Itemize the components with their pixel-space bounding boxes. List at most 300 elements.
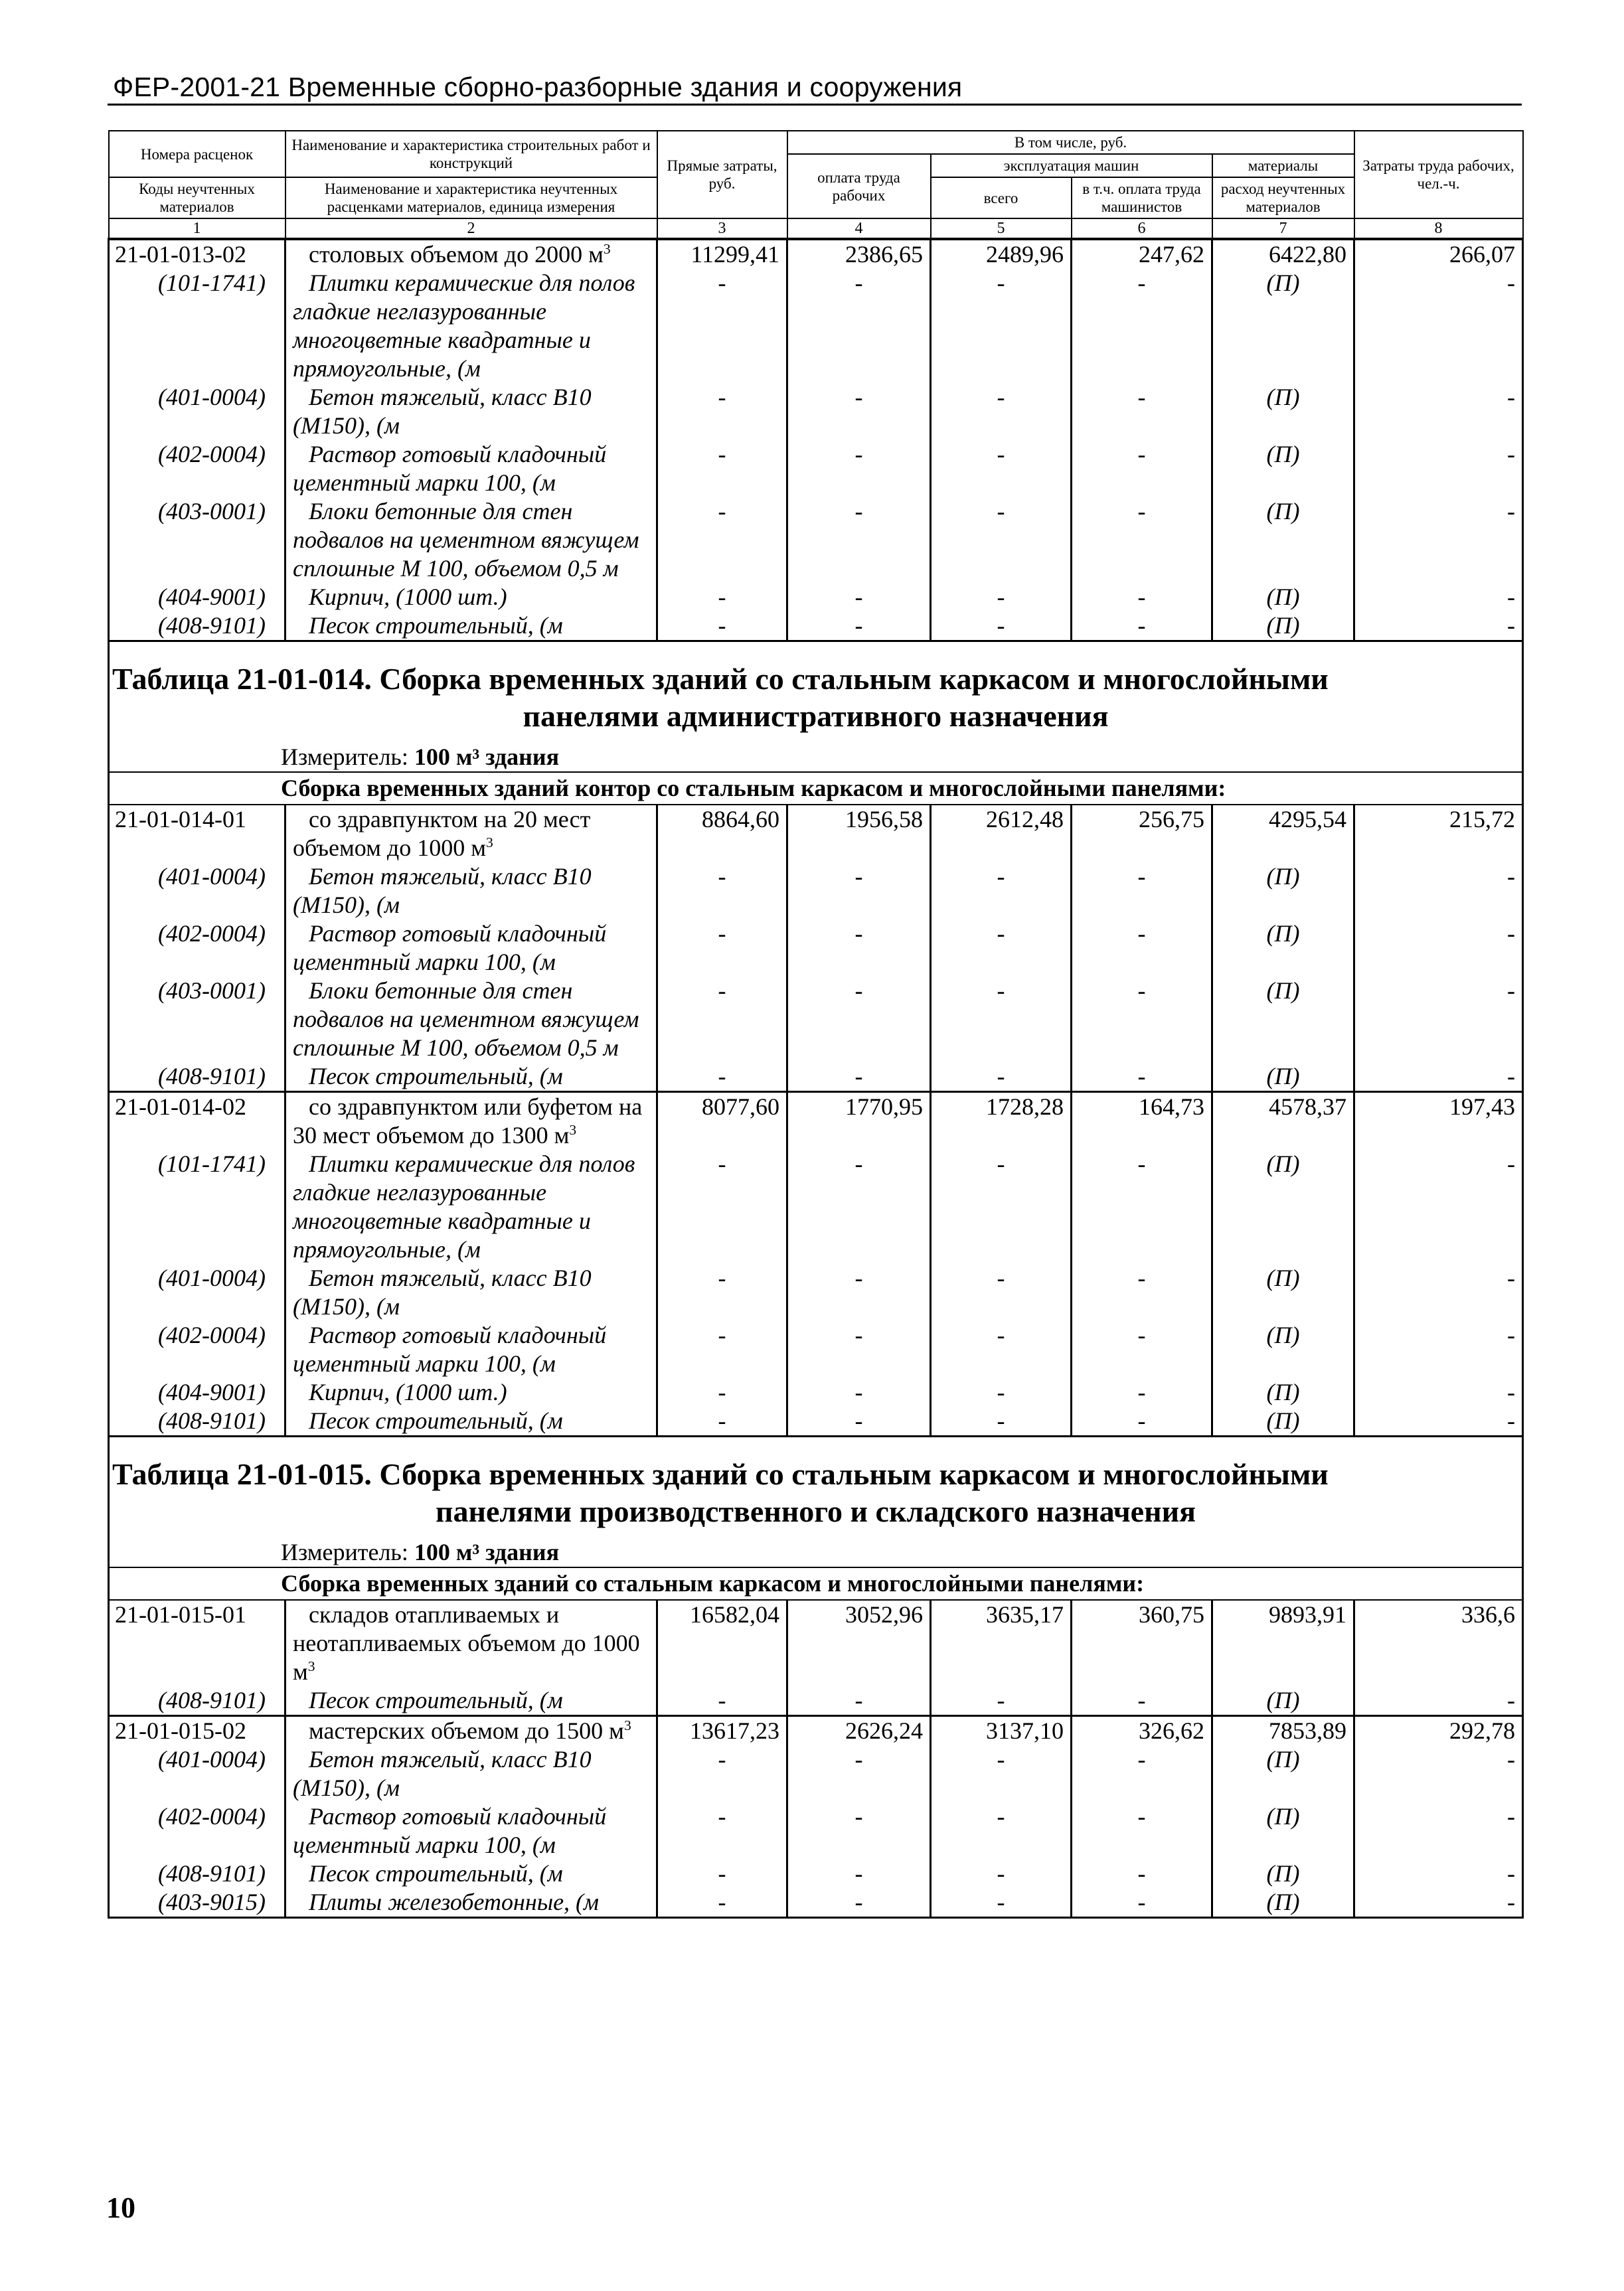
dash-cell: - <box>1354 611 1523 641</box>
name-text: Плитки керамические для полов гладкие неглазурованные многоцветные квадратные и прямоугольные, (м <box>293 1150 635 1263</box>
p-mark: (П) <box>1212 1264 1354 1321</box>
dash-cell: - <box>931 269 1072 383</box>
dash-cell: - <box>787 1378 931 1407</box>
name-cell <box>285 1716 657 1746</box>
rate-value: 13617,23 <box>657 1716 787 1746</box>
dash-cell: - <box>1072 1802 1212 1859</box>
p-mark: (П) <box>1212 440 1354 497</box>
name-text: Бетон тяжелый, класс В10 (М150), (м <box>293 1746 592 1801</box>
material-code: (101-1741) <box>109 1150 285 1264</box>
table-heading-row <box>109 641 1523 740</box>
dash-cell: - <box>657 919 787 977</box>
name-cell <box>285 611 657 641</box>
rate-code: 21-01-014-01 <box>109 805 285 862</box>
p-mark: (П) <box>1212 862 1354 919</box>
material-code: (408-9101) <box>109 1686 285 1716</box>
dash-cell: - <box>657 1859 787 1888</box>
column-number: 6 <box>1072 218 1212 239</box>
header-machines-operators: в т.ч. оплата труда машинистов <box>1072 177 1212 218</box>
dash-cell: - <box>657 1888 787 1918</box>
dash-cell: - <box>787 1888 931 1918</box>
dash-cell: - <box>1354 1888 1523 1918</box>
name-text: Кирпич, (1000 шт.) <box>309 584 507 610</box>
dash-cell: - <box>1354 919 1523 977</box>
dash-cell: - <box>787 919 931 977</box>
title-underline <box>108 104 1522 106</box>
dash-cell: - <box>1072 269 1212 383</box>
name-text: складов отапливаемых и неотапливаемых объемом до 1000 м <box>293 1601 640 1685</box>
rate-value: 16582,04 <box>657 1600 787 1686</box>
dash-cell: - <box>787 611 931 641</box>
rate-row <box>109 1600 1523 1686</box>
dash-cell: - <box>657 1264 787 1321</box>
name-cell <box>285 919 657 977</box>
dash-cell: - <box>787 269 931 383</box>
material-code: (401-0004) <box>109 1745 285 1802</box>
dash-cell: - <box>1072 1378 1212 1407</box>
material-code: (401-0004) <box>109 862 285 919</box>
rate-code: 21-01-015-01 <box>109 1600 285 1686</box>
p-mark: (П) <box>1212 1378 1354 1407</box>
measure-row <box>109 1534 1523 1567</box>
name-text: Бетон тяжелый, класс В10 (М150), (м <box>293 863 592 918</box>
measure-value: 100 м³ здания <box>414 1539 560 1565</box>
name-cell <box>285 1092 657 1150</box>
p-mark: (П) <box>1212 1321 1354 1378</box>
name-text: Плитки керамические для полов гладкие неглазурованные многоцветные квадратные и прямоугольные, (м <box>293 270 635 382</box>
name-cell <box>285 383 657 440</box>
rate-value: 292,78 <box>1354 1716 1523 1746</box>
dash-cell: - <box>787 977 931 1062</box>
table-heading <box>109 1437 1523 1535</box>
material-code: (408-9101) <box>109 1407 285 1437</box>
dash-cell: - <box>1072 583 1212 611</box>
rate-value: 9893,91 <box>1212 1600 1354 1686</box>
name-text: Песок строительный, (м <box>309 1687 563 1713</box>
dash-cell: - <box>1354 1378 1523 1407</box>
name-text: Бетон тяжелый, класс В10 (М150), (м <box>293 1265 592 1320</box>
material-row <box>109 1745 1523 1802</box>
material-row <box>109 977 1523 1062</box>
dash-cell: - <box>931 497 1072 583</box>
rate-code: 21-01-014-02 <box>109 1092 285 1150</box>
dash-cell: - <box>787 862 931 919</box>
column-number: 7 <box>1212 218 1354 239</box>
rate-row <box>109 1092 1523 1150</box>
dash-cell: - <box>657 269 787 383</box>
dash-cell: - <box>1072 1407 1212 1437</box>
dash-cell: - <box>1354 497 1523 583</box>
material-code: (402-0004) <box>109 1802 285 1859</box>
dash-cell: - <box>931 1859 1072 1888</box>
header-labor-pay: оплата труда рабочих <box>787 154 931 218</box>
dash-cell: - <box>1354 977 1523 1062</box>
name-text: Блоки бетонные для стен подвалов на цементном вяжущем сплошные М 100, объемом 0,5 м <box>293 498 639 582</box>
dash-cell: - <box>657 440 787 497</box>
dash-cell: - <box>1072 1062 1212 1092</box>
dash-cell: - <box>931 1407 1072 1437</box>
dash-cell: - <box>787 497 931 583</box>
unit-power: 3 <box>603 241 611 257</box>
name-text: Раствор готовый кладочный цементный марки 100, (м <box>293 920 607 975</box>
dash-cell: - <box>1072 919 1212 977</box>
name-text: Песок строительный, (м <box>309 1860 563 1887</box>
dash-cell: - <box>787 1859 931 1888</box>
rate-value: 2626,24 <box>787 1716 931 1746</box>
material-row <box>109 1062 1523 1092</box>
table-heading-line1: Таблица 21-01-014. Сборка временных зданий со стальным каркасом и многослойными <box>112 662 1329 696</box>
column-number-row <box>109 218 1523 239</box>
dash-cell: - <box>931 1802 1072 1859</box>
name-cell <box>285 239 657 269</box>
name-text: Песок строительный, (м <box>309 1407 563 1434</box>
dash-cell: - <box>1072 977 1212 1062</box>
material-row <box>109 919 1523 977</box>
name-cell <box>285 805 657 862</box>
name-text: Блоки бетонные для стен подвалов на цементном вяжущем сплошные М 100, объемом 0,5 м <box>293 977 639 1061</box>
name-text: со здравпунктом или буфетом на 30 мест объемом до 1300 м <box>293 1093 643 1148</box>
rate-value: 4295,54 <box>1212 805 1354 862</box>
name-text: Песок строительный, (м <box>309 1063 563 1089</box>
p-mark: (П) <box>1212 383 1354 440</box>
dash-cell: - <box>787 1062 931 1092</box>
dash-cell: - <box>931 1321 1072 1378</box>
dash-cell: - <box>931 611 1072 641</box>
rate-row <box>109 239 1523 269</box>
name-text: Кирпич, (1000 шт.) <box>309 1379 507 1405</box>
dash-cell: - <box>1072 1686 1212 1716</box>
dash-cell: - <box>657 1150 787 1264</box>
name-text: Раствор готовый кладочный цементный марки 100, (м <box>293 441 607 496</box>
header-including: В том числе, руб. <box>787 131 1354 154</box>
dash-cell: - <box>1354 1264 1523 1321</box>
name-text: со здравпунктом на 20 мест объемом до 1000 м <box>293 806 591 861</box>
group-row <box>109 1567 1523 1600</box>
rate-value: 2386,65 <box>787 239 931 269</box>
dash-cell: - <box>1354 383 1523 440</box>
rate-value: 197,43 <box>1354 1092 1523 1150</box>
rate-value: 2612,48 <box>931 805 1072 862</box>
material-code: (402-0004) <box>109 440 285 497</box>
dash-cell: - <box>1072 611 1212 641</box>
column-number: 4 <box>787 218 931 239</box>
dash-cell: - <box>657 1745 787 1802</box>
measure-row <box>109 739 1523 772</box>
dash-cell: - <box>1354 1745 1523 1802</box>
dash-cell: - <box>657 1686 787 1716</box>
dash-cell: - <box>1354 1859 1523 1888</box>
unit-power: 3 <box>623 1717 631 1733</box>
name-cell <box>285 1600 657 1686</box>
dash-cell: - <box>931 1150 1072 1264</box>
column-number: 2 <box>285 218 657 239</box>
header-work-name: Наименование и характеристика строительных работ и конструкций <box>285 131 657 177</box>
name-cell <box>285 1407 657 1437</box>
dash-cell: - <box>931 1378 1072 1407</box>
p-mark: (П) <box>1212 1859 1354 1888</box>
dash-cell: - <box>1072 1745 1212 1802</box>
p-mark: (П) <box>1212 977 1354 1062</box>
dash-cell: - <box>1354 1321 1523 1378</box>
material-code: (408-9101) <box>109 1062 285 1092</box>
measure-cell <box>109 739 1523 772</box>
name-cell <box>285 1321 657 1378</box>
material-row <box>109 440 1523 497</box>
name-cell <box>285 440 657 497</box>
rate-value: 4578,37 <box>1212 1092 1354 1150</box>
dash-cell: - <box>931 977 1072 1062</box>
name-text: Бетон тяжелый, класс В10 (М150), (м <box>293 384 592 439</box>
p-mark: (П) <box>1212 1888 1354 1918</box>
dash-cell: - <box>1072 1888 1212 1918</box>
rate-value: 164,73 <box>1072 1092 1212 1150</box>
rate-value: 8077,60 <box>657 1092 787 1150</box>
measure-label: Измеритель: <box>281 1539 408 1565</box>
dash-cell: - <box>1354 440 1523 497</box>
rate-value: 3137,10 <box>931 1716 1072 1746</box>
dash-cell: - <box>1072 383 1212 440</box>
header-material-name: Наименование и характеристика неучтенных расценками материалов, единица измерения <box>285 177 657 218</box>
dash-cell: - <box>1354 583 1523 611</box>
material-code: (408-9101) <box>109 1859 285 1888</box>
material-row <box>109 1321 1523 1378</box>
dash-cell: - <box>1354 862 1523 919</box>
column-number: 8 <box>1354 218 1523 239</box>
p-mark: (П) <box>1212 583 1354 611</box>
name-cell <box>285 862 657 919</box>
header-materials: материалы <box>1212 154 1354 177</box>
p-mark: (П) <box>1212 1407 1354 1437</box>
material-code: (101-1741) <box>109 269 285 383</box>
material-row <box>109 1888 1523 1918</box>
column-number: 3 <box>657 218 787 239</box>
dash-cell: - <box>931 1686 1072 1716</box>
dash-cell: - <box>1354 1150 1523 1264</box>
name-cell <box>285 1264 657 1321</box>
dash-cell: - <box>787 583 931 611</box>
material-row <box>109 862 1523 919</box>
p-mark: (П) <box>1212 1686 1354 1716</box>
material-code: (403-9015) <box>109 1888 285 1918</box>
group-title: Сборка временных зданий со стальным каркасом и многослойными панелями: <box>109 1567 1523 1600</box>
dash-cell: - <box>1072 497 1212 583</box>
dash-cell: - <box>657 611 787 641</box>
header-rate-numbers: Номера расценок <box>109 131 285 177</box>
header-direct-costs: Прямые затраты, руб. <box>657 131 787 218</box>
rate-value: 215,72 <box>1354 805 1523 862</box>
measure-value: 100 м³ здания <box>414 744 560 770</box>
header-materials-consumption: расход неучтенных материалов <box>1212 177 1354 218</box>
rate-value: 326,62 <box>1072 1716 1212 1746</box>
name-text: Плиты железобетонные, (м <box>309 1889 600 1915</box>
table-heading-row <box>109 1437 1523 1535</box>
material-row <box>109 1802 1523 1859</box>
material-row <box>109 1859 1523 1888</box>
dash-cell: - <box>1072 1321 1212 1378</box>
material-code: (402-0004) <box>109 919 285 977</box>
dash-cell: - <box>657 383 787 440</box>
dash-cell: - <box>787 440 931 497</box>
name-text: мастерских объемом до 1500 м <box>309 1717 624 1744</box>
dash-cell: - <box>1354 269 1523 383</box>
rate-value: 247,62 <box>1072 239 1212 269</box>
p-mark: (П) <box>1212 497 1354 583</box>
group-title: Сборка временных зданий контор со стальным каркасом и многослойными панелями: <box>109 772 1523 805</box>
material-row <box>109 497 1523 583</box>
name-cell <box>285 1378 657 1407</box>
group-row <box>109 772 1523 805</box>
rate-row <box>109 805 1523 862</box>
dash-cell: - <box>931 919 1072 977</box>
measure-label: Измеритель: <box>281 744 408 770</box>
dash-cell: - <box>1072 1264 1212 1321</box>
name-cell <box>285 1802 657 1859</box>
dash-cell: - <box>1072 862 1212 919</box>
rate-value: 1770,95 <box>787 1092 931 1150</box>
unit-power: 3 <box>486 834 493 850</box>
p-mark: (П) <box>1212 611 1354 641</box>
name-cell <box>285 497 657 583</box>
rate-value: 11299,41 <box>657 239 787 269</box>
name-text: Раствор готовый кладочный цементный марки 100, (м <box>293 1322 607 1377</box>
dash-cell: - <box>787 1321 931 1378</box>
dash-cell: - <box>1072 1859 1212 1888</box>
dash-cell: - <box>931 1062 1072 1092</box>
dash-cell: - <box>657 497 787 583</box>
dash-cell: - <box>657 1378 787 1407</box>
p-mark: (П) <box>1212 1745 1354 1802</box>
name-cell <box>285 1686 657 1716</box>
dash-cell: - <box>787 1264 931 1321</box>
material-row <box>109 1150 1523 1264</box>
name-cell <box>285 1888 657 1918</box>
dash-cell: - <box>657 862 787 919</box>
table-heading-line2: панелями административного назначения <box>523 699 1109 733</box>
dash-cell: - <box>787 1407 931 1437</box>
name-cell <box>285 977 657 1062</box>
rate-value: 3635,17 <box>931 1600 1072 1686</box>
material-row <box>109 611 1523 641</box>
name-cell <box>285 583 657 611</box>
header-material-codes: Коды неучтенных материалов <box>109 177 285 218</box>
table-heading-line2: панелями производственного и складского назначения <box>436 1494 1196 1528</box>
name-text: столовых объемом до 2000 м <box>309 241 604 268</box>
rate-value: 360,75 <box>1072 1600 1212 1686</box>
page-number: 10 <box>106 2191 135 2224</box>
rate-value: 7853,89 <box>1212 1716 1354 1746</box>
dash-cell: - <box>657 1321 787 1378</box>
price-table <box>108 130 1524 1919</box>
name-cell <box>285 1062 657 1092</box>
dash-cell: - <box>1354 1062 1523 1092</box>
document-title: ФЕР-2001-21 Временные сборно-разборные здания и сооружения <box>113 72 963 102</box>
dash-cell: - <box>1072 1150 1212 1264</box>
p-mark: (П) <box>1212 1062 1354 1092</box>
material-row <box>109 383 1523 440</box>
material-code: (401-0004) <box>109 383 285 440</box>
material-row <box>109 1264 1523 1321</box>
header-machines-total: всего <box>931 177 1072 218</box>
dash-cell: - <box>787 1745 931 1802</box>
material-code: (404-9001) <box>109 583 285 611</box>
name-cell <box>285 1859 657 1888</box>
material-row <box>109 583 1523 611</box>
dash-cell: - <box>931 1745 1072 1802</box>
name-text: Раствор готовый кладочный цементный марки 100, (м <box>293 1803 607 1858</box>
dash-cell: - <box>657 1407 787 1437</box>
dash-cell: - <box>931 1264 1072 1321</box>
table-heading <box>109 641 1523 740</box>
rate-value: 1728,28 <box>931 1092 1072 1150</box>
rate-value: 266,07 <box>1354 239 1523 269</box>
dash-cell: - <box>787 383 931 440</box>
material-code: (403-0001) <box>109 977 285 1062</box>
table-header <box>109 131 1523 239</box>
dash-cell: - <box>931 1888 1072 1918</box>
rate-code: 21-01-015-02 <box>109 1716 285 1746</box>
dash-cell: - <box>657 1062 787 1092</box>
column-number: 5 <box>931 218 1072 239</box>
rate-code: 21-01-013-02 <box>109 239 285 269</box>
material-code: (402-0004) <box>109 1321 285 1378</box>
p-mark: (П) <box>1212 1150 1354 1264</box>
unit-power: 3 <box>307 1658 315 1674</box>
header-labor-costs: Затраты труда рабочих, чел.-ч. <box>1354 131 1523 218</box>
material-code: (401-0004) <box>109 1264 285 1321</box>
p-mark: (П) <box>1212 269 1354 383</box>
table-heading-line1: Таблица 21-01-015. Сборка временных зданий со стальным каркасом и многослойными <box>112 1457 1329 1491</box>
dash-cell: - <box>1072 440 1212 497</box>
rate-value: 3052,96 <box>787 1600 931 1686</box>
rate-value: 2489,96 <box>931 239 1072 269</box>
dash-cell: - <box>657 583 787 611</box>
name-cell <box>285 269 657 383</box>
dash-cell: - <box>1354 1686 1523 1716</box>
material-code: (408-9101) <box>109 611 285 641</box>
header-machines: эксплуатация машин <box>931 154 1212 177</box>
material-row <box>109 1407 1523 1437</box>
rate-value: 256,75 <box>1072 805 1212 862</box>
material-row <box>109 269 1523 383</box>
name-text: Песок строительный, (м <box>309 612 563 639</box>
dash-cell: - <box>657 1802 787 1859</box>
material-row <box>109 1378 1523 1407</box>
p-mark: (П) <box>1212 919 1354 977</box>
column-number: 1 <box>109 218 285 239</box>
measure-cell <box>109 1534 1523 1567</box>
unit-power: 3 <box>569 1122 577 1138</box>
dash-cell: - <box>1354 1407 1523 1437</box>
dash-cell: - <box>657 977 787 1062</box>
dash-cell: - <box>931 862 1072 919</box>
p-mark: (П) <box>1212 1802 1354 1859</box>
rate-value: 336,6 <box>1354 1600 1523 1686</box>
rate-value: 8864,60 <box>657 805 787 862</box>
dash-cell: - <box>787 1150 931 1264</box>
rate-value: 1956,58 <box>787 805 931 862</box>
rate-row <box>109 1716 1523 1746</box>
dash-cell: - <box>931 383 1072 440</box>
material-row <box>109 1686 1523 1716</box>
dash-cell: - <box>1354 1802 1523 1859</box>
dash-cell: - <box>787 1802 931 1859</box>
material-code: (403-0001) <box>109 497 285 583</box>
name-cell <box>285 1150 657 1264</box>
dash-cell: - <box>787 1686 931 1716</box>
table-body <box>109 239 1523 1918</box>
material-code: (404-9001) <box>109 1378 285 1407</box>
name-cell <box>285 1745 657 1802</box>
